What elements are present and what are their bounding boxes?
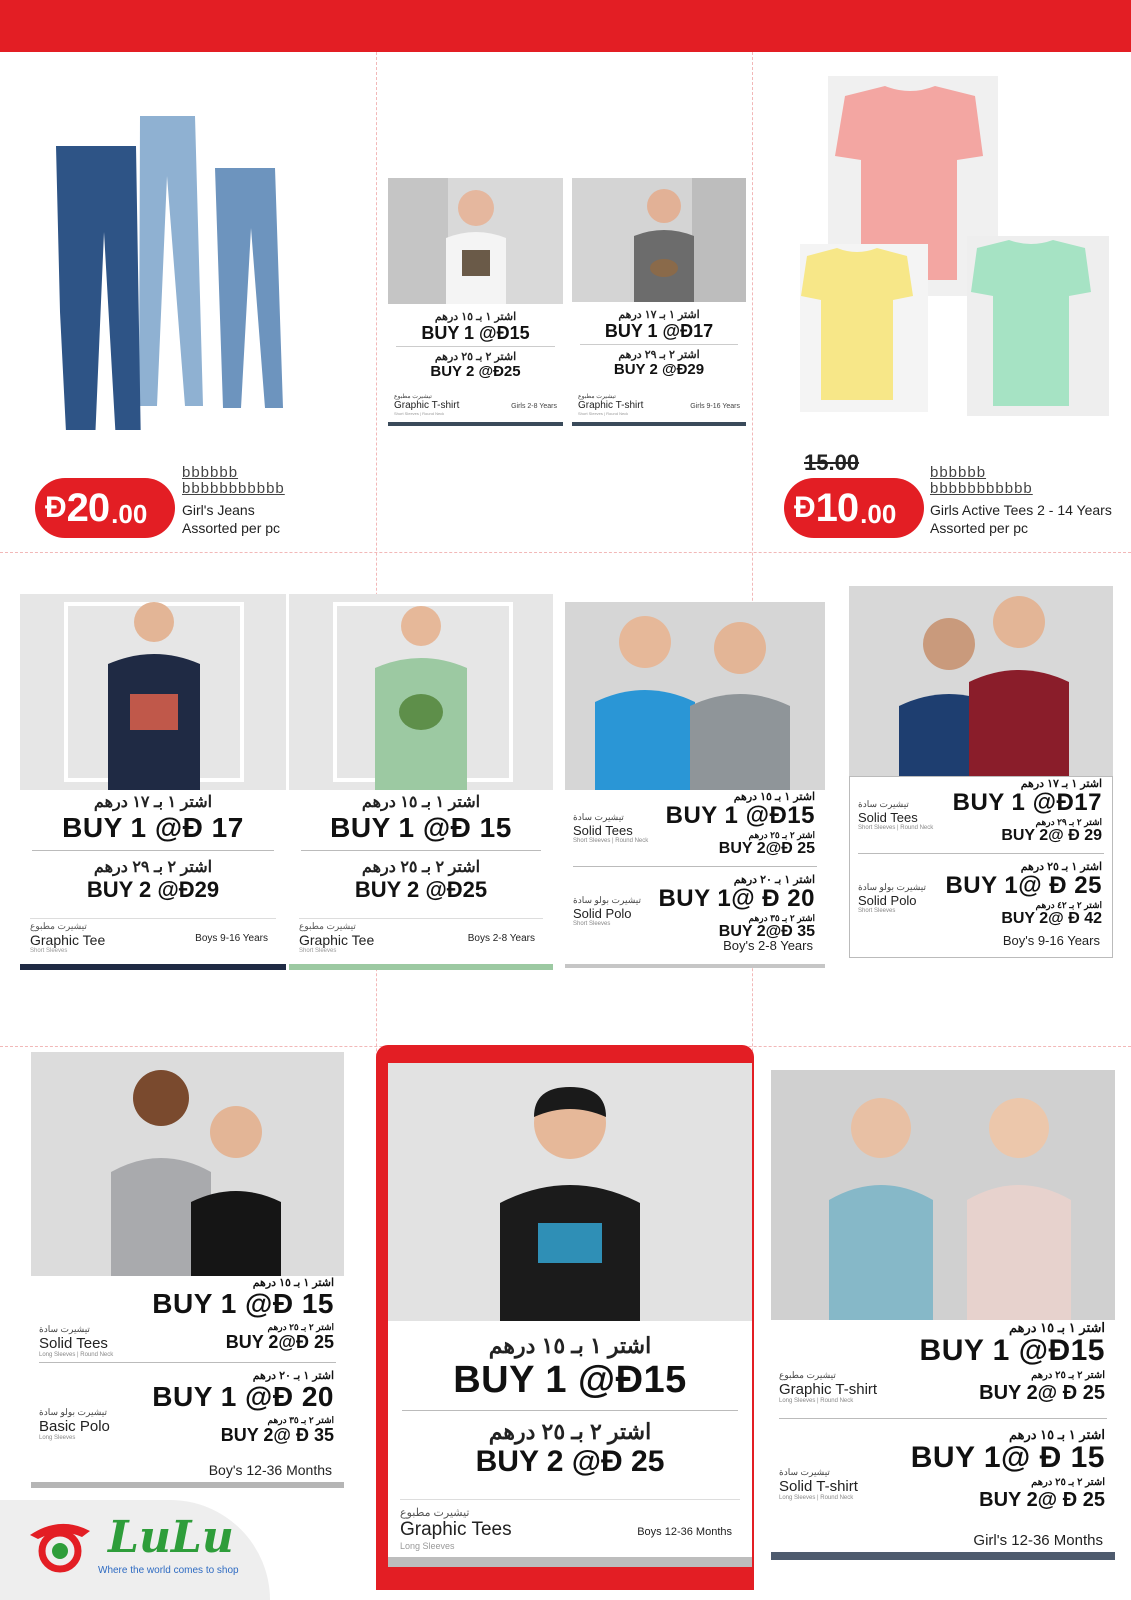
arabic-type: تيشيرت سادة [779, 1467, 830, 1477]
price-card [20, 790, 286, 970]
product-subtitle: Long Sleeves | Round Neck [779, 1398, 854, 1404]
buy-two-offer: BUY 2 @Ð 25 [475, 1445, 665, 1478]
product-title: Graphic Tees [400, 1519, 512, 1540]
arabic-type: تيشيرت مطبوع [394, 394, 432, 400]
offer-row [565, 873, 825, 943]
buy-one-offer: BUY 1 @Ð15 [919, 1334, 1105, 1367]
age-range: Boy's 9-16 Years [1002, 933, 1100, 948]
card-footer [578, 393, 740, 416]
card-bottom-bar [565, 964, 825, 968]
product-label [39, 1407, 110, 1441]
buy-two-offer: BUY 2@Ð 25 [718, 840, 815, 857]
card-bottom-bar [388, 1557, 752, 1567]
card-bottom-bar [289, 964, 553, 970]
product-subtitle: Short Sleeves | Round Neck [394, 411, 445, 416]
arabic-title-line: bbbbbb [930, 464, 987, 481]
boy-graphic-tee-photo [289, 594, 553, 790]
product-label [858, 799, 933, 831]
offer-row [850, 860, 1112, 930]
arabic-type: تيشيرت بولو سادة [39, 1407, 107, 1417]
currency-symbol: Ð [794, 491, 816, 524]
arabic-offer-2: اشتر ٢ بـ ٣٥ درهم [267, 1415, 334, 1425]
product-title: Solid Polo [573, 906, 632, 921]
arabic-type: تيشيرت بولو سادة [573, 895, 641, 905]
card-bottom-bar [771, 1552, 1115, 1560]
divider [858, 853, 1104, 854]
buy-one-offer: BUY 1 @Ð15 [421, 323, 530, 343]
girl-graphic-tee-photo [388, 178, 563, 304]
boy-graphic-tee-photo [20, 594, 286, 790]
product-label [39, 1324, 113, 1358]
arabic-type: تيشيرت مطبوع [578, 394, 616, 400]
buy-two-offer: BUY 2@ Ð 35 [220, 1425, 334, 1445]
age-range: Boys 2-8 Years [467, 933, 535, 944]
divider [402, 1410, 738, 1411]
product-title: Solid Polo [858, 893, 917, 908]
price-badge [35, 478, 175, 538]
arabic-offer-1: اشتر ١ بـ ١٥ درهم [488, 1333, 652, 1358]
product-label [779, 1370, 877, 1404]
divider [39, 1362, 336, 1363]
arabic-offer-1: اشتر ١ بـ ١٥ درهم [252, 1277, 334, 1289]
buy-two-offer: BUY 2@ Ð 29 [1001, 827, 1102, 844]
age-range: Girls 9-16 Years [690, 403, 740, 410]
arabic-offer-2: اشتر ٢ بـ ٣٥ درهم [748, 913, 815, 923]
arabic-offer-1: اشتر ١ بـ ١٥ درهم [1008, 1320, 1105, 1335]
arabic-type: تيشيرت مطبوع [299, 921, 356, 931]
arabic-offer-2: اشتر ٢ بـ ٢٩ درهم [1035, 817, 1102, 827]
buy-two-offer: BUY 2@Ð 35 [718, 923, 815, 940]
toddler-graphic-tee-photo [388, 1063, 752, 1321]
age-range: Boys 12-36 Months [637, 1526, 732, 1538]
buy-two-offer: BUY 2@Ð 25 [225, 1332, 334, 1352]
arabic-offer-1: اشتر ١ بـ ١٥ درهم [733, 791, 815, 803]
price-card [388, 304, 563, 426]
product-subtitle: Short Sleeves | Round Neck [578, 411, 629, 416]
product-title: Solid T-shirt [779, 1478, 858, 1495]
card-bottom-bar [20, 964, 286, 970]
divider [580, 344, 738, 345]
arabic-offer-2: اشتر ٢ بـ ٢٥ درهم [1031, 1370, 1105, 1381]
arabic-title-line: bbbbbb [182, 464, 239, 481]
product-title: Graphic T-shirt [779, 1381, 878, 1398]
arabic-offer-1: اشتر ١ بـ ١٧ درهم [618, 309, 700, 321]
arabic-type: تيشيرت بولو سادة [858, 882, 926, 892]
product-subtitle: Short Sleeves | Round Neck [573, 838, 649, 844]
product-title: Graphic Tee [299, 932, 375, 948]
divider [396, 346, 555, 347]
arabic-type: تيشيرت مطبوع [779, 1370, 836, 1380]
product-subtitle: Short Sleeves [573, 921, 611, 927]
buy-one-offer: BUY 1 @Ð17 [604, 321, 714, 341]
old-price: 15.00 [804, 450, 860, 475]
card-bottom-bar [31, 1482, 344, 1488]
girl-graphic-tee-photo [572, 178, 746, 302]
card-footer [30, 918, 276, 954]
product-title: Solid Tees [39, 1335, 108, 1352]
lulu-logo-icon [24, 1515, 94, 1575]
card-footer [299, 918, 543, 954]
product-subtitle: Assorted per pc [930, 520, 1029, 536]
product-title: Graphic Tee [30, 932, 106, 948]
product-subtitle: Long Sleeves [39, 1435, 76, 1441]
offer-row [771, 1427, 1115, 1517]
buy-one-offer: BUY 1 @Ð 20 [152, 1381, 334, 1412]
arabic-offer-2: اشتر ٢ بـ ٢٥ درهم [488, 1419, 652, 1444]
product-title: Solid Tees [858, 810, 918, 825]
arabic-offer-2: اشتر ٢ بـ ٢٥ درهم [748, 830, 815, 840]
age-range: Boy's 12-36 Months [208, 1462, 332, 1478]
split-price-card [31, 1276, 344, 1488]
arabic-offer-1: اشتر ١ بـ ١٧ درهم [1020, 778, 1102, 790]
product-label [858, 882, 926, 914]
offer-row [771, 1320, 1115, 1410]
buy-one-offer: BUY 1@ Ð 15 [910, 1441, 1105, 1474]
arabic-offer-1: اشتر ١ بـ ٢٠ درهم [733, 874, 815, 886]
buy-one-offer: BUY 1@ Ð 20 [658, 885, 815, 912]
card-footer [394, 393, 557, 416]
grid-divider [0, 552, 1131, 553]
boys-solid-tees-photo [565, 602, 825, 790]
offer-row [31, 1276, 344, 1356]
age-range: Boys 9-16 Years [195, 933, 268, 944]
buy-two-offer: BUY 2 @Ð29 [86, 877, 220, 902]
product-title: Basic Polo [39, 1418, 110, 1435]
divider [32, 850, 274, 851]
price-card [289, 790, 553, 970]
product-label [573, 895, 641, 927]
buy-one-offer: BUY 1 @Ð15 [453, 1359, 687, 1401]
split-price-card [771, 1320, 1115, 1560]
arabic-offer-2: اشتر ٢ بـ ٤٢ درهم [1035, 900, 1102, 910]
split-price-card [849, 776, 1113, 958]
price-integer: 10 [815, 485, 859, 530]
toddler-girls-tee-photo [771, 1070, 1115, 1320]
buy-two-offer: BUY 2@ Ð 25 [979, 1489, 1105, 1511]
girls-active-tees-photo [795, 76, 1115, 428]
product-subtitle: Long Sleeves [400, 1541, 455, 1551]
card-bottom-bar [572, 422, 746, 426]
arabic-offer-1: اشتر ١ بـ ٢٠ درهم [252, 1370, 334, 1382]
arabic-offer-2: اشتر ٢ بـ ٢٩ درهم [618, 349, 700, 361]
arabic-offer-2: اشتر ٢ بـ ٢٥ درهم [361, 859, 481, 876]
product-subtitle: Short Sleeves [30, 948, 68, 954]
arabic-type: تيشيرت مطبوع [30, 921, 87, 931]
currency-symbol: Ð [45, 491, 67, 524]
toddler-boys-polo-photo [31, 1052, 344, 1276]
arabic-offer-2: اشتر ٢ بـ ٢٥ درهم [434, 351, 517, 363]
product-subtitle: Short Sleeves [299, 948, 337, 954]
arabic-offer-1: اشتر ١ بـ ١٥ درهم [1008, 1427, 1105, 1442]
arabic-title-line: bbbbbbbbbbb [182, 480, 285, 497]
divider [779, 1418, 1107, 1419]
buy-two-offer: BUY 2@ Ð 25 [979, 1382, 1105, 1404]
price-decimal: .00 [111, 498, 148, 529]
divider [573, 866, 817, 867]
product-label [573, 812, 648, 844]
lulu-wordmark: LuLu [108, 1512, 234, 1563]
price-card [572, 302, 746, 426]
product-title: Graphic T-shirt [578, 400, 644, 411]
product-title: Graphic T-shirt [394, 400, 460, 411]
price-badge [784, 478, 924, 538]
arabic-offer-2: اشتر ٢ بـ ٢٩ درهم [93, 859, 213, 876]
boys-solid-polo-photo [849, 586, 1113, 776]
arabic-offer-2: اشتر ٢ بـ ٢٥ درهم [1031, 1477, 1105, 1488]
arabic-offer-1: اشتر ١ بـ ١٥ درهم [361, 794, 481, 811]
split-price-card [565, 790, 825, 968]
arabic-type: تيشيرت سادة [858, 799, 909, 809]
buy-two-offer: BUY 2 @Ð25 [354, 877, 488, 902]
arabic-type: تيشيرت سادة [39, 1324, 90, 1334]
product-name: Girl's Jeans [182, 502, 255, 518]
buy-two-offer: BUY 2 @Ð29 [613, 361, 705, 378]
age-range: Girls 2-8 Years [511, 403, 557, 410]
buy-one-offer: BUY 1 @Ð15 [665, 802, 815, 829]
card-bottom-bar [388, 422, 563, 426]
arabic-title-line: bbbbbbbbbbb [930, 480, 1033, 497]
arabic-type: تيشيرت سادة [573, 812, 624, 822]
card-footer [400, 1499, 740, 1551]
product-name: Girls Active Tees 2 - 14 Years [930, 502, 1112, 518]
buy-one-offer: BUY 1 @Ð 15 [330, 812, 512, 843]
buy-two-offer: BUY 2 @Ð25 [430, 363, 521, 380]
divider [301, 850, 541, 851]
arabic-offer-1: اشتر ١ بـ ١٧ درهم [93, 794, 213, 811]
product-subtitle: Long Sleeves | Round Neck [779, 1495, 854, 1501]
girls-jeans-photo [50, 110, 300, 430]
top-brand-bar [0, 0, 1131, 52]
buy-one-offer: BUY 1 @Ð17 [952, 789, 1102, 816]
buy-one-offer: BUY 1 @Ð 17 [62, 812, 244, 843]
buy-one-offer: BUY 1 @Ð 15 [152, 1288, 334, 1319]
price-decimal: .00 [860, 498, 897, 529]
buy-two-offer: BUY 2@ Ð 42 [1001, 910, 1102, 927]
product-subtitle: Long Sleeves | Round Neck [39, 1352, 114, 1358]
offer-row [565, 790, 825, 860]
product-subtitle: Short Sleeves [858, 908, 896, 914]
offer-row [31, 1369, 344, 1449]
price-integer: 20 [66, 485, 110, 530]
product-subtitle: Assorted per pc [182, 520, 281, 536]
offer-row [850, 777, 1112, 847]
age-range: Boy's 2-8 Years [723, 938, 813, 953]
buy-one-offer: BUY 1@ Ð 25 [945, 872, 1102, 899]
product-subtitle: Short Sleeves | Round Neck [858, 825, 934, 831]
product-label [779, 1467, 858, 1501]
age-range: Girl's 12-36 Months [973, 1532, 1103, 1549]
price-card [388, 1321, 752, 1567]
arabic-offer-2: اشتر ٢ بـ ٢٥ درهم [267, 1322, 334, 1332]
lulu-tagline: Where the world comes to shop [98, 1565, 239, 1576]
arabic-offer-1: اشتر ١ بـ ١٥ درهم [434, 311, 517, 323]
arabic-offer-1: اشتر ١ بـ ٢٥ درهم [1020, 861, 1102, 873]
arabic-type: تيشيرت مطبوع [400, 1507, 470, 1519]
product-title: Solid Tees [573, 823, 633, 838]
